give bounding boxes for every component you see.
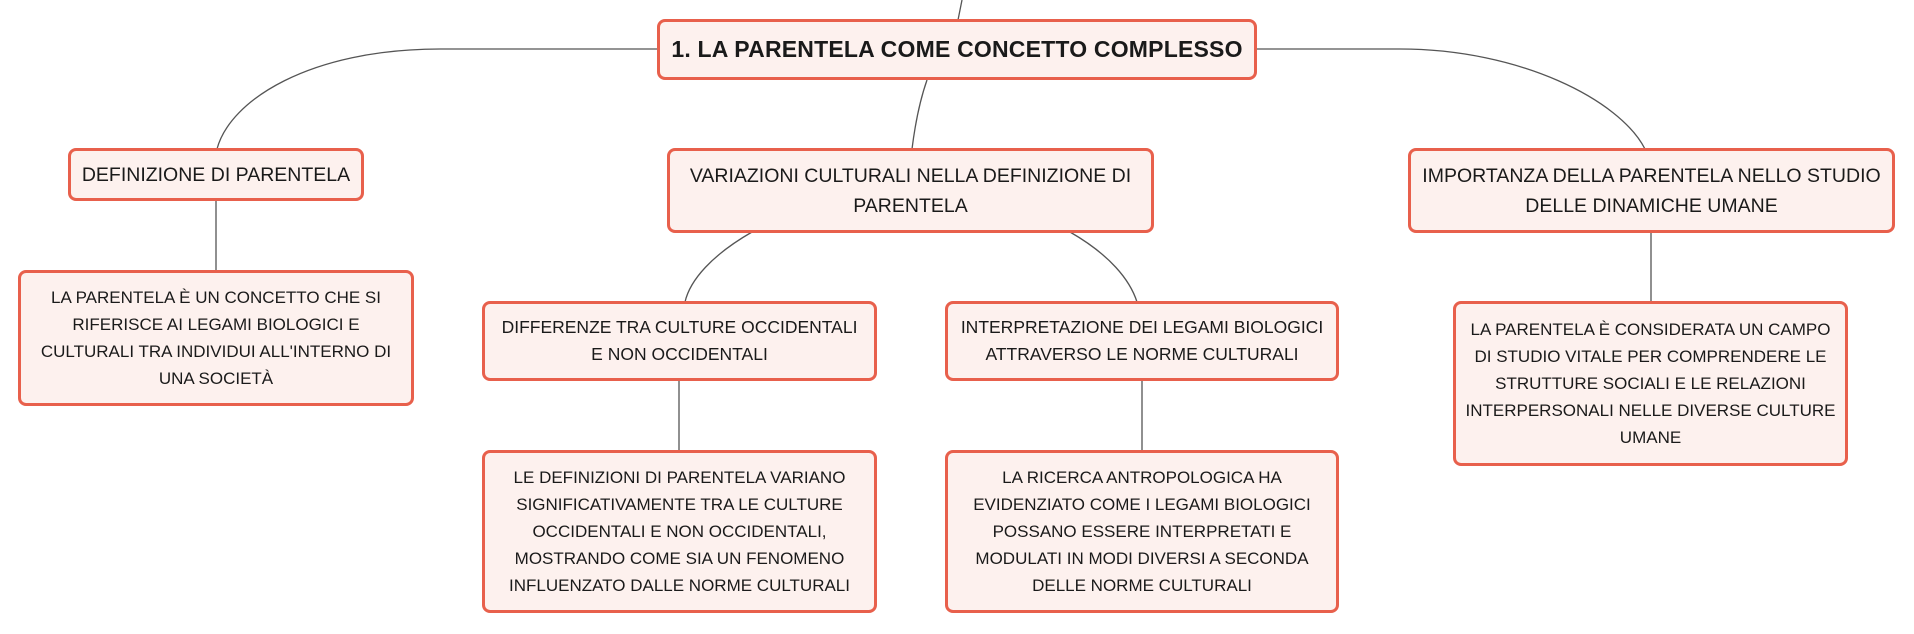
node-importanza-detail-text: LA PARENTELA È CONSIDERATA UN CAMPO DI STUDIO VITALE PER COMPRENDERE LE STRUTTURE SOCIALI E LE RELAZIONI INTERPERSONALI NELLE DIVERSE CULTURE UMANE [1465, 320, 1836, 447]
connector-variazioni-differenze [685, 232, 752, 302]
node-variazioni[interactable] [667, 148, 1154, 233]
node-importanza[interactable] [1408, 148, 1895, 233]
node-variazioni-label: VARIAZIONI CULTURALI NELLA DEFINIZIONE DI PARENTELA [689, 164, 1132, 217]
node-differenze[interactable] [482, 301, 877, 381]
node-differenze-detail-text: LE DEFINIZIONI DI PARENTELA VARIANO SIGNIFICATIVAMENTE TRA LE CULTURE OCCIDENTALI E NON OCCIDENTALI, MOSTRANDO COME SIA UN FENOMENO INFLUENZATO DALLE NORME CULTURALI [508, 468, 850, 595]
node-differenze-label: DIFFERENZE TRA CULTURE OCCIDENTALI E NON OCCIDENTALI [501, 317, 858, 364]
connector-root-variazioni [912, 80, 927, 149]
connector-variazioni-interpretazione [1070, 232, 1137, 302]
node-interpretazione-label: INTERPRETAZIONE DEI LEGAMI BIOLOGICI ATTRAVERSO LE NORME CULTURALI [960, 317, 1324, 364]
node-interpretazione-detail-text: LA RICERCA ANTROPOLOGICA HA EVIDENZIATO COME I LEGAMI BIOLOGICI POSSANO ESSERE INTERPRETATI E MODULATI IN MODI DIVERSI A SECONDA DELLE NORME CULTURALI [973, 468, 1311, 595]
root-node-label: 1. LA PARENTELA COME CONCETTO COMPLESSO [671, 36, 1243, 62]
node-definizione-label: DEFINIZIONE DI PARENTELA [81, 163, 351, 186]
node-interpretazione[interactable] [945, 301, 1339, 381]
root-node[interactable] [657, 19, 1257, 80]
node-importanza-label: IMPORTANZA DELLA PARENTELA NELLO STUDIO DELLE DINAMICHE UMANE [1422, 164, 1881, 217]
connector-root-definizione [217, 49, 660, 149]
node-importanza-detail[interactable] [1453, 301, 1848, 466]
connector-root-importanza [1254, 49, 1645, 149]
node-definizione[interactable] [68, 148, 364, 201]
node-interpretazione-detail[interactable] [945, 450, 1339, 613]
node-differenze-detail[interactable] [482, 450, 877, 613]
node-definizione-detail-text: LA PARENTELA È UN CONCETTO CHE SI RIFERISCE AI LEGAMI BIOLOGICI E CULTURALI TRA INDIVIDUI ALL'INTERNO DI UNA SOCIETÀ [40, 288, 392, 388]
connector-root-parent [958, 0, 962, 20]
node-definizione-detail[interactable] [18, 270, 414, 406]
